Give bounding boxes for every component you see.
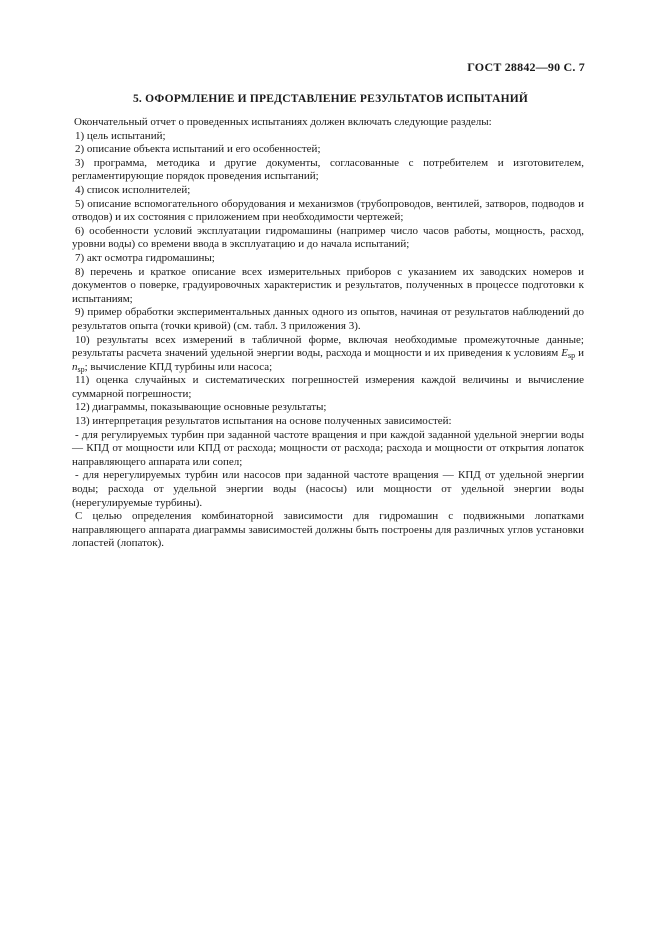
list-item: - для регулируемых турбин при заданной частоте вращения и при каждой заданной удельной энергии воды — КПД от мощности или КПД от расхода; мощности от расхода; расхода и мощности от открытия лопаток направляющего аппарата или сопел; [72, 428, 584, 468]
list-item: 5) описание вспомогательного оборудования и механизмов (трубопроводов, вентилей, затворов, подводов и отводов) и их состояния с приложением при необходимости чертежей; [72, 197, 584, 224]
list-item: 4) список исполнителей; [75, 183, 191, 196]
document-body [72, 116, 584, 551]
list-item: 1) цель испытаний; [75, 129, 166, 142]
list-item: 12) диаграммы, показывающие основные результаты; [75, 401, 327, 414]
list-item: 9) пример обработки экспериментальных данных одного из опытов, начиная от результатов наблюдений до результатов опыта (точки кривой) (см. табл. 3 приложения 3). [72, 306, 584, 332]
list-item: 3) программа, методика и другие документы, согласованные с потребителем и изготовителем, регламентирующие порядок проведения испытаний; [72, 156, 584, 183]
energy-symbol-subscript: sp [568, 351, 576, 361]
list-item: 8) перечень и краткое описание всех измерительных приборов с указанием их заводских номеров и документов о поверке, градуировочных характеристик и результатов, полученных в процессе подготовки к испытаниям; [72, 265, 584, 305]
list-item-text: 10) результаты всех измерений в табличной форме, включая необходимые промежуточные данные; результаты расчета значений удельной энергии воды, расхода и мощности и их приведения к условиям [72, 333, 584, 360]
section-title: 5. ОФОРМЛЕНИЕ И ПРЕДСТАВЛЕНИЕ РЕЗУЛЬТАТОВ ИСПЫТАНИЙ [132, 93, 529, 105]
speed-symbol: n [72, 360, 78, 373]
list-item: 2) описание объекта испытаний и его особенностей; [75, 143, 321, 156]
energy-symbol: E [561, 347, 568, 360]
list-item: - для нерегулируемых турбин или насосов при заданной частоте вращения — КПД от удельной энергии воды; расхода от удельной энергии воды (насосы) или мощности от удельной энергии воды (нерегулируемые турбины). [72, 469, 584, 509]
intro-paragraph: Окончательный отчет о проведенных испытаниях должен включать следующие разделы: [74, 116, 492, 128]
closing-paragraph: С целью определения комбинаторной зависимости для гидромашин с подвижными лопатками направляющего аппарата диаграммы зависимостей должны быть построены для различных углов установки лопастей (лопаток). [72, 510, 584, 550]
page-header: ГОСТ 28842—90 С. 7 [467, 60, 585, 74]
speed-symbol-subscript: sp [77, 364, 85, 374]
list-item [72, 334, 584, 375]
list-item: 6) особенности условий эксплуатации гидромашины (например число часов работы, мощность, расход, уровни воды) со времени ввода в эксплуатацию и до начала испытаний; [72, 224, 584, 251]
list-item: 13) интерпретация результатов испытания на основе полученных зависимостей: [75, 415, 452, 428]
list-item: 11) оценка случайных и систематических погрешностей измерения каждой величины и вычисление суммарной погрешности; [72, 374, 584, 400]
conjunction: и [578, 347, 585, 360]
list-item-tail: ; вычисление КПД турбины или насоса; [84, 360, 273, 373]
list-item: 7) акт осмотра гидромашины; [75, 251, 215, 264]
